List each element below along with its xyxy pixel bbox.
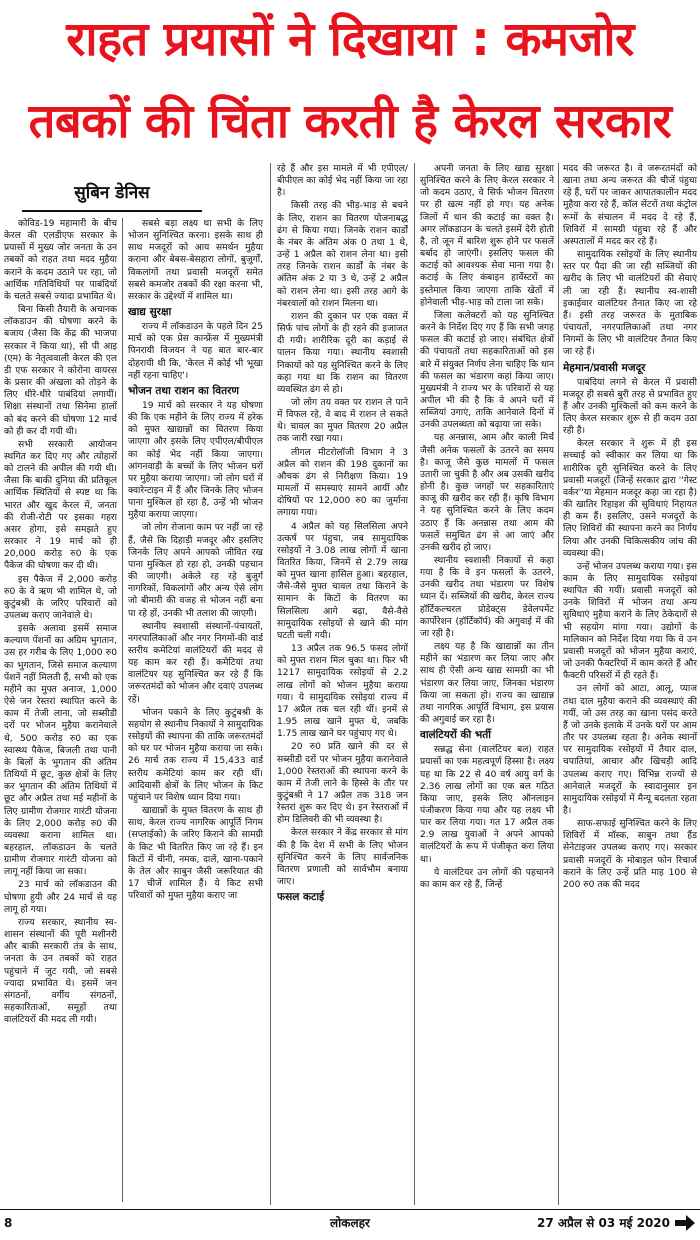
article-paragraph: 19 मार्च को सरकार ने यह घोषणा की कि एक महीने के लिए राज्य में हरेक को मुफ्त खाद्यान्नों का वितरण किया जाएगा और इसके लिए एपीएल/बीपीएल का कोई भेद नहीं किया जाएगा। आंगनवाड़ी के बच्चों के लिए भोजन घरों पर मुहैया कराया जाएगा। जो लोग घरों में क्वारेन्टाइन में हैं और जिनके लिए भोजन पाना मुश्किल हो रहा है, उन्हें भी भोजन मुहैया कराया जाएगा। [128, 400, 263, 521]
article-paragraph: यह अनन्नास, आम और काली मिर्च जैसी अनेक फसलों के उतरने का समय है। काजू जैसे कुछ मामलों में फसल उतारी जा चुकी है और अब उसकी खरीद होनी है। कुछ जगहों पर सहकारिताएं काजू की खरीद कर रही हैं। कृषि विभाग ने यह सुनिश्चित करने के लिए कदम उठाए हैं कि अनन्नास तथा आम की फसलें समुचित ढंग से आ जाएं और उनकी खरीद हो जाए। [420, 433, 554, 553]
page-number: 8 [4, 1216, 13, 1230]
article-column-1 [4, 218, 117, 1202]
byline-block [22, 180, 202, 214]
section-heading: वालंटियरों की भर्ती [420, 729, 491, 742]
column-divider [558, 163, 559, 1205]
article-paragraph: 4 अप्रैल को यह सिलसिला अपने उत्कर्ष पर पंहुचा, जब सामुदायिक रसोइयों ने 3.08 लाख लोगों में खाना वितरित किया, जिनमें से 2.79 लाख को मुफ्त खाना हासिल हुआ। बहरहाल, जैसे-जैसे मुफ्त चावल तथा किराने के सामान के किटों के वितरण का सिलसिला आगे बढ़ा, वैसे-वैसे सामुदायिक रसोइयों से खाने की मांग घटती चली गयी। [277, 521, 408, 641]
article-paragraph: जिला कलेक्टरों को यह सुनिश्चित करने के निर्देश दिए गए हैं कि सभी जगह फसल की कटाई हो जाए। संबंधित क्षेत्रों की पंचायतों तथा सहकारिताओं को इस बारे में संयुक्त निर्णय लेना चाहिए कि धान की फसल का भंडारण कहां किया जाए। मुख्यमंत्री ने राज्य भर के परिवारों से यह अपील भी की है कि वे अपने घरों में सब्जियां उगाएं, ताकि आनेवाले दिनों में उनकी उपलब्धता को बढ़ाया जा सके। [420, 310, 554, 431]
right-arrow-icon [674, 1214, 696, 1232]
article-paragraph: 20 रु0 प्रति खाने की दर से सब्सीडी दरों पर भोजन मुहैया करानेवाले 1,000 रेस्तराओं की स्थापना करने के काम में तेजी लाने के हिस्से के तौर पर कुटुंबश्री ने 17 अप्रैल तक 318 जन रेस्तरां शुरू कर दिए थे। इन रेस्तराओं में होम डिलिवरी की भी व्यवस्था है। [277, 742, 408, 826]
section-heading: खाद्य सुरक्षा [128, 306, 172, 319]
article-paragraph: स्थानीय स्वशासी संस्थानों-पंचायतों, नगरपालिकाओं और नगर निगमों-की वार्ड स्तरीय कमेटियां वालंटियरों की मदद से यह काम कर रही हैं। कमेटियां तथा वालंटियर यह सुनिश्चित कर रहे हैं कि जरूरतमंदों को भोजन और दवाएं उपलब्ध रहें। [128, 621, 263, 705]
article-paragraph: भोजन पकाने के लिए कुटुंबश्री के सहयोग से स्थानीय निकायों ने सामुदायिक रसोइयों की स्थापना की ताकि जरूरतमंदों को घर पर भोजन मुहैया कराया जा सके। 26 मार्च तक राज्य में 15,433 वार्ड स्तरीय कमेटियां काम कर रही थीं। आदिवासी क्षेत्रों के लिए भोजन के किट पहुंचाने पर विशेष ध्यान दिया गया। [128, 707, 263, 803]
article-paragraph: कोविड-19 महामारी के बीच केरल की एलडीएफ सरकार के प्रयासों में मुख्य जोर जनता के उन तबकों को राहत तथा मदद मुहैया कराने के कदम उठाने पर रहा, जो आर्थिक गतिविधियों पर पाबंदियों के चलते सबसे ज्यादा प्रभावित थे। [4, 219, 117, 302]
article-paragraph: 13 अप्रैल तक 96.5 फसद लोगों को मुफ्त राशन मिल चुका था। फिर भी 1217 सामुदायिक रसोइयों से 2.2 लाख लोगों को भोजन मुहैया कराया गया। ये सामुदायिक रसोइयां राज्य में 17 अप्रैल तक चल रही थीं। इनमें से 1.95 लाख खाने मुफ्त थे, जबकि 1.75 लाख खाने घर पहुंचाए गए थे। [277, 644, 408, 740]
article-paragraph: बिना किसी तैयारी के अचानक लॉकडाउन की घोषणा करने के बजाय (जैसा कि केंद्र की भाजपा सरकार ने किया था), सी पी आइ (एम) के नेतृत्ववाली केरल की एल डी एफ सरकार ने कोरोना वायरस के प्रसार की अंखला को तोड़ने के लिए धीरे-धीरे पाबंदियां लगायीं। शिक्षा संस्थानों तथा सिनेमा हालों को बंद करने की घोषणा 12 मार्च को ही कर दी गयी थी। [4, 305, 117, 437]
article-paragraph: सभी सरकारी आयोजन स्थगित कर दिए गए और त्योहारों को टालने की अपील की गयी थी। जैसा कि बाकी दुनिया की प्रतिकूल आर्थिक स्थितियों से स्पष्ट था कि भारत और खुद केरल में, जनता की रोजी-रोटी पर इसका गहरा असर होगा, इसे समझते हुए सरकार ने 19 मार्च को ही 20,000 करोड़ रु0 के एक पैकेज की घोषणा कर दी थी। [4, 439, 117, 572]
article-paragraph: जो लोग रोजाना काम पर नहीं जा रहे हैं, जैसे कि दिहाड़ी मजदूर और इसलिए जिनके लिए अपने आपको जीवित रख पाना मुश्किल हो रहा हो, उनकी पहचान की जाएगी। अकेले रह रहे बुजुर्ग नागरिकों, विकलांगों और अन्य ऐसे लोग जो बीमारी की वजह से भोजन नहीं बना पा रहे हों, उनकी भी तलाश की जाएगी। [128, 523, 263, 619]
article-paragraph: स्थानीय स्वशासी निकायों से कहा गया है कि वे इन फसलों के उतरने, उनकी खरीद तथा भंडारण पर विशेष ध्यान दें। सब्जियों की खरीद, केरल राज्य हॉर्टिकल्चरल प्रोडेक्ट्स डेवेलपमेंट कार्पोरेशन (हॉर्टिकॉर्प) की अगुवाई में की जा रही है। [420, 556, 554, 639]
article-paragraph: साफ-सफाई सुनिश्चित करने के लिए शिविरों में मॉस्क, साबुन तथा हैंड सेनेटाइजर उपलब्ध कराए गए। सरकार प्रवासी मजदूरों के मोबाइल फोन रिचार्ज कराने के लिए उन्हें प्रति माह 100 से 200 रु0 तक की मदद [563, 819, 697, 890]
article-paragraph: जो लोग तय वक्त पर राशन ले पाने में विफल रहे, वे बाद में राशन ले सकते थे। चावल का मुफ्त वितरण 20 अप्रैल तक जारी रखा गया। [277, 397, 408, 445]
author-byline: सुबिन डेनिस [74, 183, 150, 203]
article-paragraph: ये वालंटियर उन लोगों की पहचानने का काम कर रहे हैं, जिन्हें [420, 867, 554, 890]
article-paragraph: लीगल मीटरोलॉजी विभाग ने 3 अप्रैल को राशन की 198 दुकानों का औचक ढंग से निरीक्षण किया। 19 मामलों में समस्याएं सामने आयीं और दोषियों पर 12,000 रु0 का जुर्माना लगाया गया। [277, 447, 408, 519]
article-column-2 [128, 218, 263, 1202]
article-paragraph: उन्हें भोजन उपलब्ध कराया गया। इस काम के लिए सामुदायिक रसोइयां स्थापित की गयीं। प्रवासी मजदूरों को उनके शिविरों में भोजन तथा अन्य सुविधाएं मुहैया कराने के लिए ठेकेदारों से भी सहयोग मांगा गया। उद्योगों के मालिकान को निर्देश दिया गया कि वे उन प्रवासी मजदूरों को भोजन मुहैया कराएं, जो उनकी फैक्टरियों में काम करते हैं और फैक्टरी परिसरों में ही रहते हैं। [563, 561, 697, 682]
article-paragraph: रहे हैं और इस मामले में भी एपीएल/बीपीएल का कोई भेद नहीं किया जा रहा है। [277, 164, 408, 199]
section-heading: भोजन तथा राशन का वितरण [128, 384, 239, 397]
section-heading: मेहमान/प्रवासी मजदूर [563, 361, 646, 374]
headline [0, 0, 700, 175]
article-column-5 [563, 163, 697, 1205]
article-paragraph: सन्नद्ध सेना (वालंटियर बल) राहत प्रयासों का एक महत्वपूर्ण हिस्सा है। लक्ष्य यह था कि 22 से 40 वर्ष आयु वर्ग के 2.36 लाख लोगों का एक बल गठित किया जाए, इसके लिए ऑनलाइन पंजीकरण किया गया और यह लक्ष्य भी पार कर लिया गया। गत 17 अप्रैल तक 2.9 लाख युवाओं ने अपने आपको वालंटियरों के रूप में पंजीकृत करा लिया था। [420, 745, 554, 865]
headline-line-2: तबकों की चिंता करती है केरल सरकार [28, 94, 672, 149]
article-paragraph: केरल सरकार ने शुरू में ही इस सच्चाई को स्वीकार कर लिया था कि शारीरिक दूरी सुनिश्चित करने के लिए प्रवासी मजदूरों (जिन्हें सरकार द्वारा ''गेस्ट वर्कर''या मेहमान मजदूर कहा जा रहा है) की खातिर रिहाइश की सुविधाएं निहायत ही कम हैं। इसलिए, उसने मजदूरों के लिए शिविरों की स्थापना करने का निर्णय लिया और उनकी चिकित्सकीय जांच की व्यवस्था की। [563, 439, 697, 559]
article-paragraph: इसके अलावा इसमें समाज कल्याण पेंशनों का अग्रिम भुगतान, उस हर गरीब के लिए 1,000 रु0 का भुगतान, जिसे समाज कल्याण पेंशनें नहीं मिलती हैं, सभी को एक महीने का मुफ्त अनाज, 1,000 ऐसे जन रेस्तरां स्थापित करने के काम में तेजी लाना, जो सब्सीडी दरों पर भोजन मुहैया करानेवाले थे, 500 करोड़ रु0 का एक स्वास्थ्य पैकेज, बिजली तथा पानी के बिलों के भुगतान की अंतिम तिथियों में छूट, कुछ क्षेत्रों के लिए कर भुगतान की अंतिम तिथियों में छूट और अप्रैल तथा मई महीनों के लिए ग्रामीण रोजगार गारंटी योजना के लिए 2,000 करोड़ रु0 की व्यवस्था कराना शामिल था। बहरहाल, लॉकडाउन के चलते ग्रामीण रोजगार गारंटी योजना को लागू नहीं किया जा सका। [4, 624, 117, 878]
article-column-3 [277, 163, 408, 1205]
article-paragraph: लक्ष्य यह है कि खाद्यान्नों का तीन महीने का भंडारण कर लिया जाए और साथ ही ऐसी अन्य खाद्य सामग्री का भी भंडारण कर लिया जाए, जिनका भंडारण किया जा सकता हो। राज्य का खाद्यान्न तथा नागरिक आपूर्ति विभाग, इस प्रयास की अगुवाई कर रहा है। [420, 642, 554, 726]
article-paragraph: पाबंदियां लगने से केरल में प्रवासी मजदूर ही सबसे बुरी तरह से प्रभावित हुए हैं और उनकी मुश्किलों को कम करने के लिए केरल सरकार शुरू से ही कदम उठा रही है। [563, 377, 697, 437]
column-divider [270, 163, 271, 1205]
article-paragraph: इस पैकेज में 2,000 करोड़ रु0 के वे ऋण भी शामिल थे, जो कुटुंबश्री के जरिए परिवारों को उपलब्ध कराए जानेवाले थे। [4, 574, 117, 621]
footer-rule [0, 1209, 700, 1210]
article-paragraph: किसी तरह की भीड़-भाड़ से बचने के लिए, राशन का वितरण योजनाबद्ध ढंग से किया गया। जिनके राशन कार्डों के नंबर के अंतिम अंक 0 तथा 1 थे, उन्हें 1 अप्रैल को राशन लेना था। इसी तरह जिनके राशन कार्डों के नंबर के अंतिम अंक 2 या 3 थे, उन्हें 2 अप्रैल को राशन लेना था। इसी तरह आगे के नंबरवालों को राशन मिलना था। [277, 201, 408, 309]
article-paragraph: 23 मार्च को लॉकडाउन की घोषणा हुयी और 24 मार्च से यह लागू हो गया। [4, 880, 117, 915]
article-paragraph: अपनी जनता के लिए खाद्य सुरक्षा सुनिश्चित करने के लिए केरल सरकार ने जो कदम उठाए, वे सिर्फ भोजन वितरण पर ही खत्म नहीं हो गए। यह अनेक जिलों में धान की कटाई का वक्त है। अगर लॉकडाउन के चलते इसमें देरी होती है, तो जून में बारिश शुरू होने पर फसलें बर्बाद हो जाएंगी। इसलिए फसल की कटाई को आवश्यक सेवा माना गया है। कटाई के लिए कंबाइन हार्वेस्टरों का इस्तेमाल किया जाएगा ताकि खेतों में होनेवाली भीड़-भाड़ को टाला जा सके। [420, 164, 554, 308]
column-divider [414, 163, 415, 1205]
article-column-4 [420, 163, 554, 1205]
column-divider [122, 218, 123, 1202]
article-paragraph: उन लोगों को आटा, आलू, प्याज तथा दाल मुहैया कराने की व्यवस्थाएं की गयीं, जो उस तरह का खाना पसंद करते हैं जो उनके इलाके में उनके घरों पर आम तौर पर उपलब्ध रहता है। अनेक स्थानों पर सामुदायिक रसोइयों में तैयार दाल, चपातियां, आचार और खिचड़ी आदि उपलब्ध कराए गए। विभिन्न राज्यों से आनेवाले मजदूरों के स्वादानुसार इन सामुदायिक रसोइयों में मैन्यू बदलता रहता है। [563, 684, 697, 816]
article-paragraph: राशन की दुकान पर एक वक्त में सिर्फ पांच लोगों के ही रहने की इजाजत दी गयी। शारीरिक दूरी का कड़ाई से पालन किया गया। स्थानीय स्वशासी निकायों को यह सुनिश्चित करने के लिए कहा गया था कि राशन का वितरण व्यवस्थित ढंग से हो। [277, 311, 408, 395]
article-paragraph: सबसे बड़ा लक्ष्य था सभी के लिए भोजन सुनिश्चित करना। इसके साथ ही साथ मजदूरों को आय समर्थन मुहैया कराना और बेबस-बेसहारा लोगों, बुजुर्गों, विकलांगों तथा प्रवासी मजदूरों समेत सबसे कमजोर तबकों की रक्षा करना भी, सरकार के उद्देश्यों में शामिल था। [128, 219, 263, 302]
headline-line-1: राहत प्रयासों ने दिखाया : कमजोर [66, 12, 634, 67]
article-paragraph: राज्य में लॉकडाउन के पहले दिन 25 मार्च को एक प्रेस कान्फ्रेंस में मुख्यमंत्री पिनरायी विजयन ने यह बात बार-बार दोहरायी थी कि, 'केरल में कोई भी भूखा नहीं रहना चाहिए'। [128, 322, 263, 381]
byline-underline [22, 210, 202, 212]
article-paragraph: राज्य सरकार, स्थानीय स्व-शासन संस्थानों की पूरी मशीनरी और बाकी सरकारी तंत्र के साथ, जनता के उन तबकों को राहत पहुंचाने में जुट गयी, जो सबसे ज्यादा प्रभावित थे। इसमें जन संगठनों, वर्गीय संगठनों, सहकारिताओं, समूहों तथा वालंटियरों की मदद ली गयी। [4, 917, 117, 1026]
article-paragraph: मदद की जरूरत है। वे जरूरतमंदों को खाना तथा अन्य जरूरत की चीजें पंहुचा रहे हैं, घरों पर जाकर आपातकालीन मदद मुहैया करा रहे हैं, कॉल सेंटरों तथा कंट्रोल रूमों के संचालन में मदद दे रहे हैं, शिविरों में सामग्री पंहुचा रहे हैं और अस्पतालों में मदद कर रहे हैं। [563, 164, 697, 247]
article-paragraph: सामुदायिक रसोइयों के लिए स्थानीय स्तर पर पैदा की जा रही सब्जियों की खरीद के लिए भी वालंटियरों की सेवाएं ली जा रही हैं। स्थानीय स्व-शासी इकाईवार वालंटियर तैनात किए जा रहे हैं। इसी तरह जरूरत के मुताबिक पंचायतों, नगरपालिकाओं तथा नगर निगमों के लिए भी वालंटियर तैनात किए जा रहे हैं। [563, 250, 697, 358]
article-paragraph: केरल सरकार ने केंद्र सरकार से मांग की है कि देश में सभी के लिए भोजन सुनिश्चित करने के लिए सार्वजनिक वितरण प्रणाली को सार्वभौम बनाया जाए। [277, 828, 408, 888]
article-paragraph: खाद्यान्नों के मुफ्त वितरण के साथ ही साथ, केरल राज्य नागरिक आपूर्ति निगम (सप्लाईको) के जरिए किराने की सामग्री के किट भी वितरित किए जा रहे हैं। इन किटों में चीनी, नमक, दालें, खाना-पकाने के तेल और साबुन जैसी जरूरियात की 17 चीजें शामिल हैं। ये किट सभी परिवारों को मुफ्त मुहैया कराए जा [128, 806, 263, 902]
section-heading: फसल कटाई [277, 891, 325, 904]
issue-date: 27 अप्रैल से 03 मई 2020 [537, 1216, 670, 1230]
publication-name: लोकलहर [330, 1216, 370, 1230]
